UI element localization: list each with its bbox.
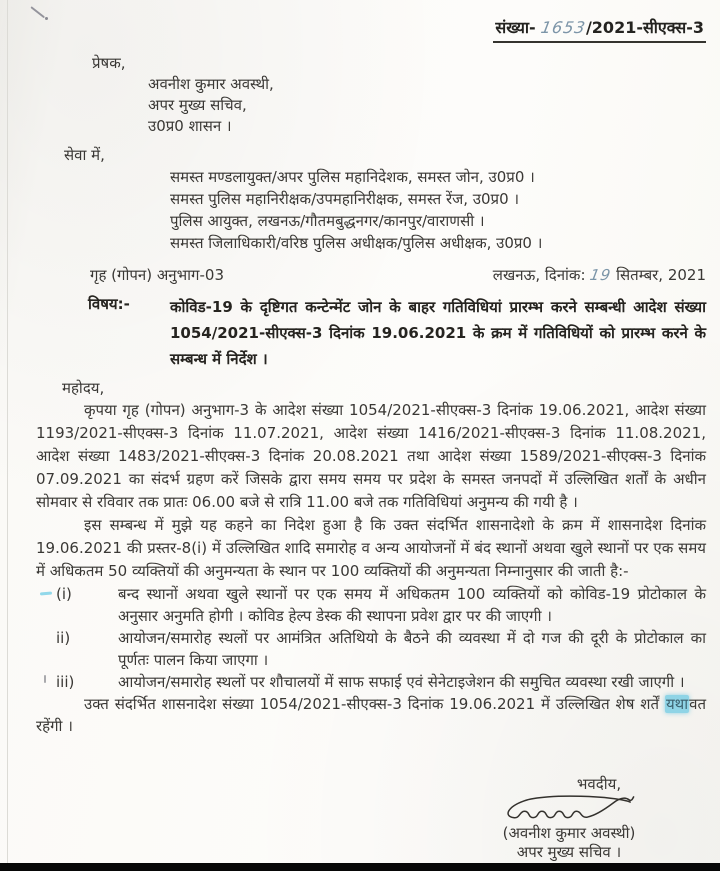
signatory-name: (अवनीश कुमार अवस्थी) [502,824,636,842]
highlighted-word: यथा [665,695,689,713]
signature-block [434,776,704,862]
place-date [493,264,706,286]
doc-number-prefix: संख्या- [495,18,542,37]
salutation: महोदय, [62,379,105,397]
body-paragraph-1: कृपया गृह (गोपन) अनुभाग-3 के आदेश संख्या 1054/2021-सीएक्स-3 दिनांक 19.06.2021, आदेश संख्या 1193/2021-सीएक्स-3 दिनांक 11.07.2021, आदेश संख्या 1416/2021-सीएक्स-3 दिनांक 11.08.2021, आदेश संख्या 1483/2021-सीएक्स-3 दिनांक 20.08.2021 तथा आदेश संख्या 1589/2021-सीएक्स-3 दिनांक 07.09.2021 का संदर्भ ग्रहण करें जिसके द्वारा समय समय पर प्रदेश के समस्त जनपदों में उल्लिखित शर्तों के अधीन सोमवार से रविवार तक प्रातः 06.00 बजे से रात्रि 11.00 बजे तक गतिविधियां अनुमन्य की गयी है । [36,401,706,511]
scan-bottom-black-bar [0,863,720,871]
list-marker-ii [36,627,118,671]
conditions-list [36,583,706,693]
doc-number-line [36,0,706,43]
list-marker-text: (i) [56,585,72,603]
valediction: भवदीय, [576,775,622,793]
list-marker-iii [36,671,118,693]
cyan-pen-dash [40,591,52,595]
department-section: गृह (गोपन) अनुभाग-03 [90,266,224,284]
subject-label: विषय:- [88,295,130,313]
signatory-title: अपर मुख्य सचिव । [516,843,622,861]
section-date-row [36,264,706,286]
sender-name: अवनीश कुमार अवस्थी, [148,75,274,93]
signature-stroke [449,794,689,824]
body-paragraph-2: इस सम्बन्ध में मुझे यह कहने का निदेश हुआ है कि उक्त संदर्भित शासनादेशो के क्रम में शासनादेश दिनांक 19.06.2021 की प्रस्तर-8(i) में उल्लिखित शादि समारोह व अन्य आयोजनों में बंद स्थानों अथवा खुले स्थानों पर एक समय में अधिकतम 50 व्यक्तियों की अनुमन्यता के स्थान पर 100 व्यक्तियों की अनुमन्यता निम्नानुसार की जाती है:- [36,516,706,580]
place-date-suffix: सितम्बर, 2021 [611,266,706,284]
list-marker-i [36,583,118,627]
recipients-block [36,166,706,254]
place-date-prefix: लखनऊ, दिनांक: [492,266,591,284]
doc-number-suffix: /2021-सीएक्स-3 [585,18,704,37]
stray-scan-mark [44,675,46,683]
closing-tail: वत रहेंगी । [36,695,706,735]
closing-text: उक्त संदर्भित शासनादेश संख्या 1054/2021-सीएक्स-3 दिनांक 19.06.2021 में उल्लिखित शेष शर्तें [84,695,665,713]
list-marker-text: ii) [56,629,71,647]
subject-text: कोविड-19 के दृष्टिगत कन्टेन्मेंट जोन के बाहर गतिविधियां प्रारम्भ करने सम्बन्धी आदेश संख्या 1054/2021-सीएक्स-3 दिनांक 19.06.2021 के क्रम में गतिविधियों को प्रारम्भ करने के सम्बन्ध में निर्देश । [170,298,706,368]
sender-label: प्रेषक, [92,54,126,72]
recipient-line: समस्त मण्डलायुक्त/अपर पुलिस महानिदेशक, समस्त जोन, उ0प्र0 । [170,168,535,186]
list-marker-text: iii) [56,673,75,691]
list-item-text: बन्द स्थानों अथवा खुले स्थानों पर एक समय में अधिकतम 100 व्यक्तियों को कोविड-19 प्रोटोकाल के अनुसार अनुमति होगी । कोविड हेल्प डेस्क की स्थापना प्रवेश द्वार पर की जाएगी । [118,585,706,625]
sender-designation: अपर मुख्य सचिव, [148,96,247,114]
sender-org: उ0प्र0 शासन । [148,117,232,135]
recipients-label: सेवा में, [64,146,105,164]
list-item [36,671,706,693]
pen-mark-dot [45,17,48,20]
list-item [36,627,706,671]
sender-block [36,74,706,137]
recipient-line: समस्त जिलाधिकारी/वरिष्ठ पुलिस अधीक्षक/पुलिस अधीक्षक, उ0प्र0 । [170,234,543,252]
handwritten-doc-number: 1653 [539,18,588,37]
handwritten-day: 19 [588,266,613,284]
recipient-line: समस्त पुलिस महानिरीक्षक/उपमहानिरीक्षक, समस्त रेंज, उ0प्र0 । [170,190,520,208]
recipient-line: पुलिस आयुक्त, लखनऊ/गौतमबुद्धनगर/कानपुर/वाराणसी । [170,212,485,230]
list-item-text: आयोजन/समारोह स्थलों पर आमंत्रित अतिथियो के बैठने की व्यवस्था में दो गज की दूरी के प्रोटोकाल का पूर्णतः पालन किया जाएगा । [118,629,706,669]
subject-row [36,294,706,372]
closing-paragraph [36,693,706,737]
doc-number-underlined [493,16,706,43]
page-edge-shadow [7,0,8,871]
list-item [36,583,706,627]
list-item-text: आयोजन/समारोह स्थलों पर शौचालयों में साफ सफाई एवं सेनेटाइजेशन की समुचित व्यवस्था रखी जाएगी । [118,673,685,691]
